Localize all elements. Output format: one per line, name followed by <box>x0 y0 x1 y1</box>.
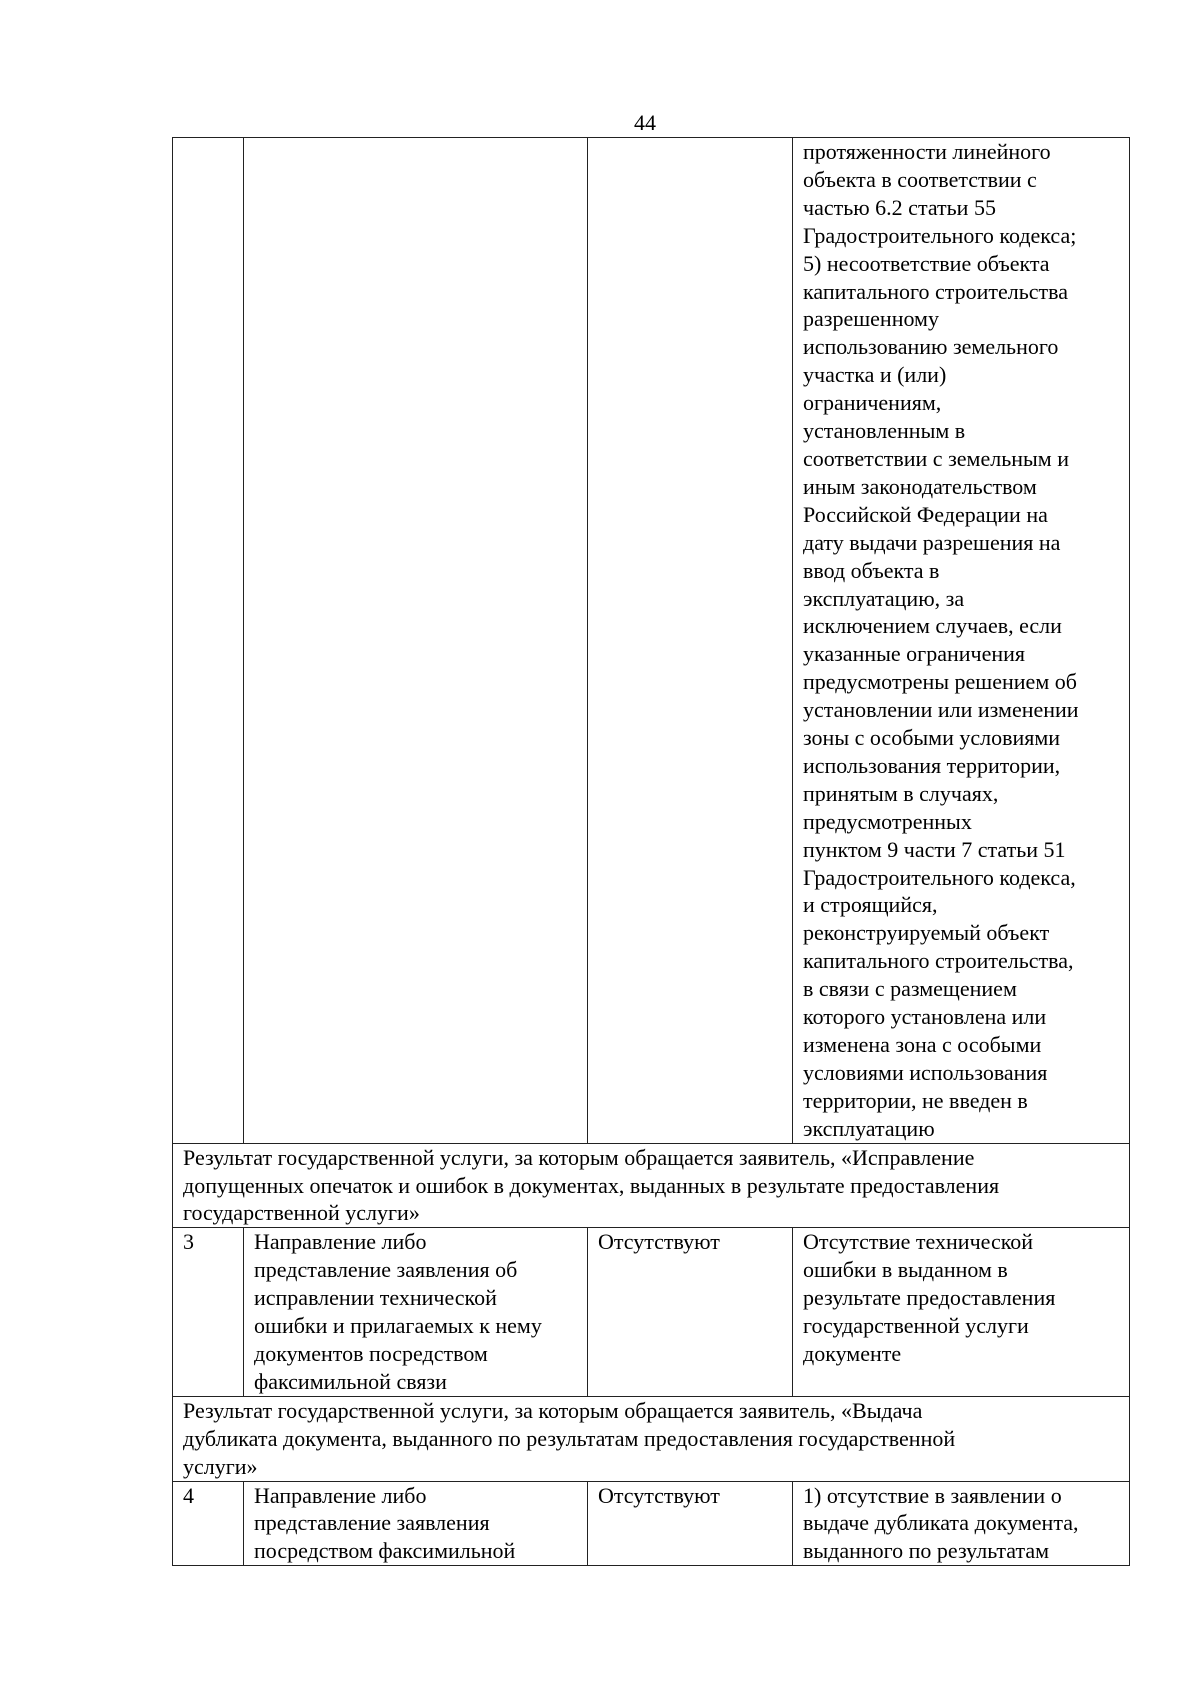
conditions-table <box>172 137 1130 1566</box>
text-line: которого установлена или <box>803 1004 1047 1030</box>
text-line: исправлении технической <box>254 1285 497 1311</box>
text-line: выданного по результатам <box>803 1538 1050 1564</box>
cell-action <box>244 138 588 1144</box>
text-line: предусмотрены решением об <box>803 669 1077 695</box>
text-line: ввод объекта в <box>803 557 940 583</box>
text-line: эксплуатацию <box>803 1115 935 1141</box>
text-line: ограничениям, <box>803 390 942 416</box>
cell-action <box>244 1481 588 1566</box>
text-line: ошибки в выданном в <box>803 1257 1008 1283</box>
text-line: допущенных опечаток и ошибок в документах, выданных в результате предоставления <box>183 1172 1000 1198</box>
text-line: государственной услуги <box>803 1313 1029 1339</box>
text-line: дату выдачи разрешения на <box>803 529 1061 555</box>
cell-grounds <box>588 138 793 1144</box>
text-line: дубликата документа, выданного по результатам предоставления государственной <box>183 1425 956 1451</box>
text-line: ошибки и прилагаемых к нему <box>254 1313 542 1339</box>
text-line: территории, не введен в <box>803 1087 1028 1113</box>
text-line: пунктом 9 части 7 статьи 51 <box>803 836 1066 862</box>
text-line: документов посредством <box>254 1340 488 1366</box>
text-line: Результат государственной услуги, за которым обращается заявитель, «Выдача <box>183 1397 923 1423</box>
section-heading <box>173 1143 1130 1228</box>
cell-number: 3 <box>173 1228 244 1396</box>
cell-grounds: Отсутствуют <box>588 1228 793 1396</box>
text-line: Российской Федерации на <box>803 501 1048 527</box>
text-line: 1) отсутствие в заявлении о <box>803 1482 1062 1508</box>
text-line: и строящийся, <box>803 892 938 918</box>
page-number: 44 <box>634 110 656 135</box>
cell-condition <box>793 1481 1130 1566</box>
text-line: установленным в <box>803 418 966 444</box>
text-line: Градостроительного кодекса, <box>803 864 1076 890</box>
text-line: эксплуатацию, за <box>803 585 965 611</box>
text-line: посредством факсимильной <box>254 1538 516 1564</box>
text-line: объекта в соответствии с <box>803 166 1037 192</box>
text-line: государственной услуги» <box>183 1200 420 1226</box>
text-line: установлении или изменении <box>803 697 1079 723</box>
text-line: Результат государственной услуги, за которым обращается заявитель, «Исправление <box>183 1144 975 1170</box>
text-line: капитального строительства <box>803 278 1069 304</box>
text-line: использования территории, <box>803 752 1061 778</box>
section-heading <box>173 1396 1130 1481</box>
text-line: Направление либо <box>254 1229 427 1255</box>
text-line: протяженности линейного <box>803 139 1051 164</box>
cell-grounds: Отсутствуют <box>588 1481 793 1566</box>
text-line: представление заявления об <box>254 1257 518 1283</box>
text-line: документе <box>803 1340 902 1366</box>
text-line: исключением случаев, если <box>803 613 1062 639</box>
cell-number: 4 <box>173 1481 244 1566</box>
table-row <box>173 138 1130 1144</box>
text-line: представление заявления <box>254 1510 490 1536</box>
cell-condition <box>793 138 1130 1144</box>
text-line: результате предоставления <box>803 1285 1056 1311</box>
text-line: иным законодательством <box>803 473 1037 499</box>
text-line: условиями использования <box>803 1059 1048 1085</box>
text-line: изменена зона с особыми <box>803 1032 1042 1057</box>
text-line: 5) несоответствие объекта <box>803 250 1050 276</box>
table-section-row <box>173 1143 1130 1228</box>
cell-condition <box>793 1228 1130 1396</box>
cell-action <box>244 1228 588 1396</box>
text-line: капитального строительства, <box>803 948 1074 974</box>
text-line: в связи с размещением <box>803 976 1017 1002</box>
text-line: соответствии с земельным и <box>803 445 1069 471</box>
text-line: разрешенному <box>803 306 939 332</box>
table-row <box>173 1481 1130 1566</box>
table-section-row <box>173 1396 1130 1481</box>
text-line: реконструируемый объект <box>803 920 1050 946</box>
text-line: предусмотренных <box>803 808 972 834</box>
text-line: Направление либо <box>254 1482 427 1508</box>
text-line: зоны с особыми условиями <box>803 725 1061 751</box>
cell-number <box>173 138 244 1144</box>
table-row <box>173 1228 1130 1396</box>
text-line: Отсутствие технической <box>803 1229 1034 1255</box>
text-line: участка и (или) <box>803 362 947 388</box>
text-line: услуги» <box>183 1453 258 1479</box>
text-line: выдаче дубликата документа, <box>803 1510 1079 1536</box>
text-line: частью 6.2 статьи 55 <box>803 194 996 220</box>
text-line: использованию земельного <box>803 334 1059 360</box>
text-line: указанные ограничения <box>803 641 1025 667</box>
text-line: Градостроительного кодекса; <box>803 222 1077 248</box>
text-line: принятым в случаях, <box>803 780 999 806</box>
text-line: факсимильной связи <box>254 1368 447 1394</box>
